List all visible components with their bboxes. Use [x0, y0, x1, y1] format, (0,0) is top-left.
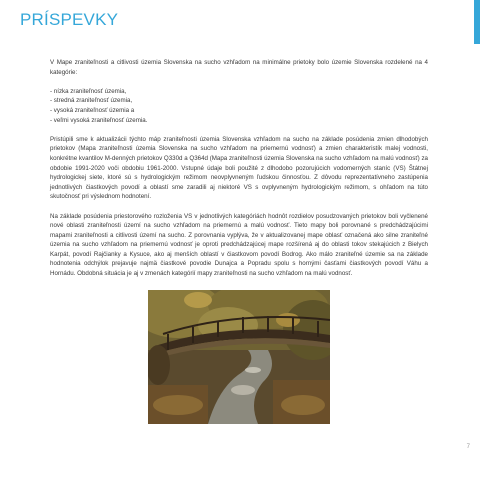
page-number: 7: [466, 444, 470, 450]
intro-paragraph: V Mape zraniteľnosti a citlivosti územia Slovenska na sucho vzhľadom na minimálne prietoky bolo územie Slovenska rozdelené na 4 kategórie:: [50, 59, 428, 76]
list-item: - vysoká zraniteľnosť územia a: [50, 106, 135, 114]
accent-bar: [474, 0, 480, 44]
category-list: [50, 87, 428, 125]
list-item: - veľmi vysoká zraniteľnosť územia.: [50, 116, 148, 124]
list-item: - nízka zraniteľnosť územia,: [50, 87, 127, 95]
list-item: - stredná zraniteľnosť územia,: [50, 97, 133, 105]
paragraph-results: Na základe posúdenia priestorového rozloženia VS v jednotlivých kategóriách hodnôt rozdielov posudzovaných prietokov boli vyčlenené nové oblasti zraniteľnosti území na sucho vzhľadom na priemernú a malú vodnosť. Tieto mapy boli porovnané s predchádzajúcimi mapami zraniteľnosti a citlivosti území na sucho. Z porovnania vyplýva, že v aktualizovanej mape oblasť označená ako silne zraniteľné územia na sucho vzhľadom na priemernú vodnosť je oproti predchádzajúcej mape rozšírená aj do oblasti tokov stekajúcich z Bielych Karpát, povodí Rajčianky a Kysuce, ako aj menších oblastí v čiastkovom povodí Bodrog. Ako málo zraniteľné územie sa na základe hodnotenia odchýlok prejavuje najmä čiastkové povodie Dunajca a Popradu spolu s hornými časťami čiastkových povodí Váhu a Hornádu. Obdobná situácia je aj v zmenách kategórií mapy zraniteľnosti na sucho vzhľadom na malú vodnosť.: [50, 212, 428, 278]
section-title: PRÍSPEVKY: [20, 10, 119, 29]
article-body: [50, 58, 428, 288]
river-bridge-photo: [148, 290, 330, 424]
paragraph-update: Pristúpili sme k aktualizácii týchto máp zraniteľnosti územia Slovenska vzhľadom na sucho na základe posúdenia zmien dlhodobých prietokov (Mapa zraniteľnosti územia Slovenska na sucho vzhľadom na priemernú vodnosť) a zmien charakteristík malej vodnosti, konkrétne kvantilov M-denných prietokov Q330d a Q364d (Mapa zraniteľnosti územia Slovenska na sucho vzhľadom na malú vodnosť) za obdobie 1991-2020 voči obdobiu 1961-2000. Vstupné údaje boli použité z dlhodobo pozorujúcich vodomerných staníc (VS) Štátnej hydrologickej siete, ktoré sú s hydrologickým režimom neovplyvneným ľudskou činnosťou. Z dôvodu reprezentatívneho zastúpenia jednotlivých čiastkových povodí a oblastí sme zaradili aj niektoré VS s ovplyvneným hydrologickým režimom, s ohľadom na túto skutočnosť pri výslednom hodnotení.: [50, 135, 428, 201]
